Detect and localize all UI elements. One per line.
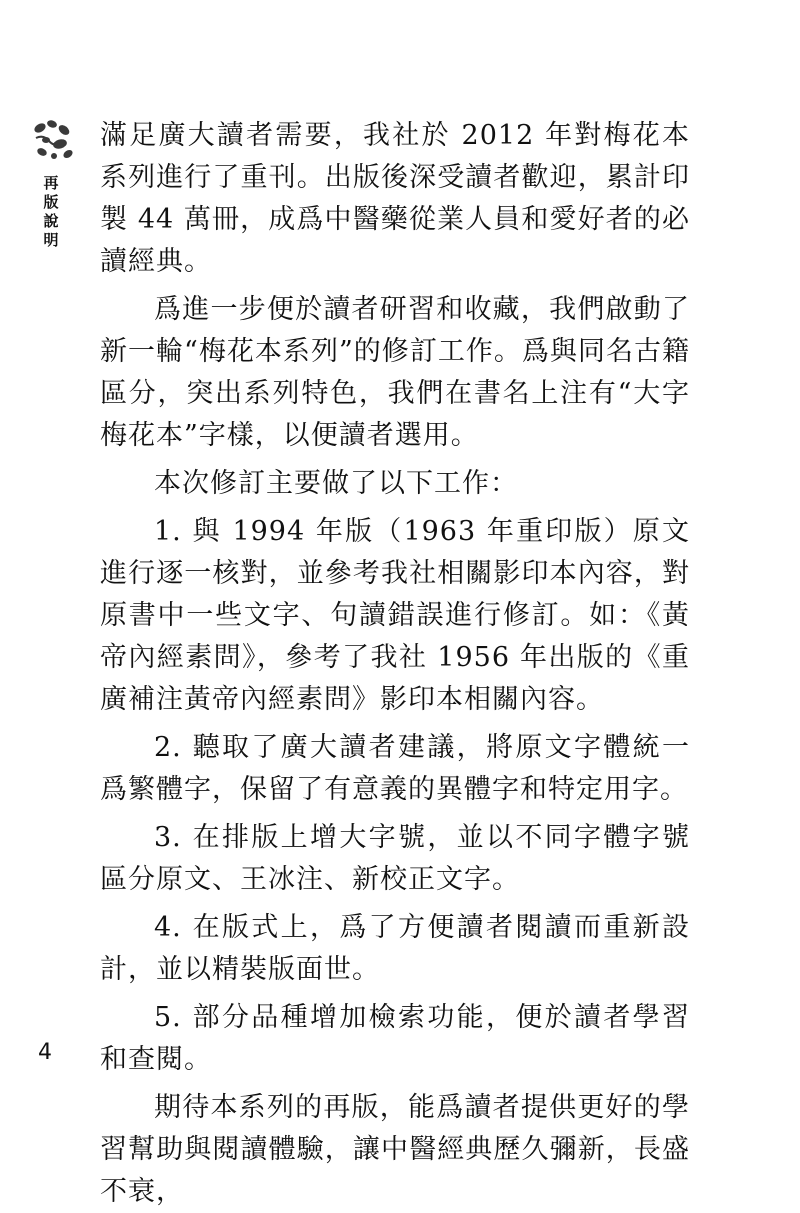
paragraph-9: 期待本系列的再版，能爲讀者提供更好的學習幫助與閱讀體驗，讓中醫經典歷久彌新，長盛不衰， — [100, 1092, 690, 1207]
body-text — [100, 115, 690, 1213]
section-title: 再版說明 — [43, 174, 59, 249]
paragraph-4: 1. 與 1994 年版（1963 年重印版）原文進行逐一核對，並參考我社相關影印本內容，對原書中一些文字、句讀錯誤進行修訂。如：《黃帝內經素問》，參考了我社 1956 年出版的《重廣補注黃帝內經素問》影印本相關內容。 — [100, 516, 690, 715]
paragraph-5: 2. 聽取了廣大讀者建議，將原文字體統一爲繁體字，保留了有意義的異體字和特定用字。 — [100, 732, 690, 805]
page-number: 4 — [38, 1040, 52, 1065]
paragraph-8: 5. 部分品種增加檢索功能，便於讀者學習和查閱。 — [100, 1002, 690, 1075]
paragraph-6: 3. 在排版上增大字號，並以不同字體字號區分原文、王冰注、新校正文字。 — [100, 822, 690, 895]
paragraph-2: 爲進一步便於讀者研習和收藏，我們啟動了新一輪“梅花本系列”的修訂工作。爲與同名古籍區分，突出系列特色，我們在書名上注有“大字梅花本”字樣，以便讀者選用。 — [100, 294, 690, 451]
plum-blossom-ornament-icon — [30, 118, 78, 164]
paragraph-1: 滿足廣大讀者需要，我社於 2012 年對梅花本系列進行了重刊。出版後深受讀者歡迎，累計印製 44 萬冊，成爲中醫藥從業人員和愛好者的必讀經典。 — [100, 120, 690, 277]
paragraph-3: 本次修訂主要做了以下工作： — [154, 468, 518, 499]
paragraph-7: 4. 在版式上，爲了方便讀者閱讀而重新設計，並以精裝版面世。 — [100, 912, 690, 985]
